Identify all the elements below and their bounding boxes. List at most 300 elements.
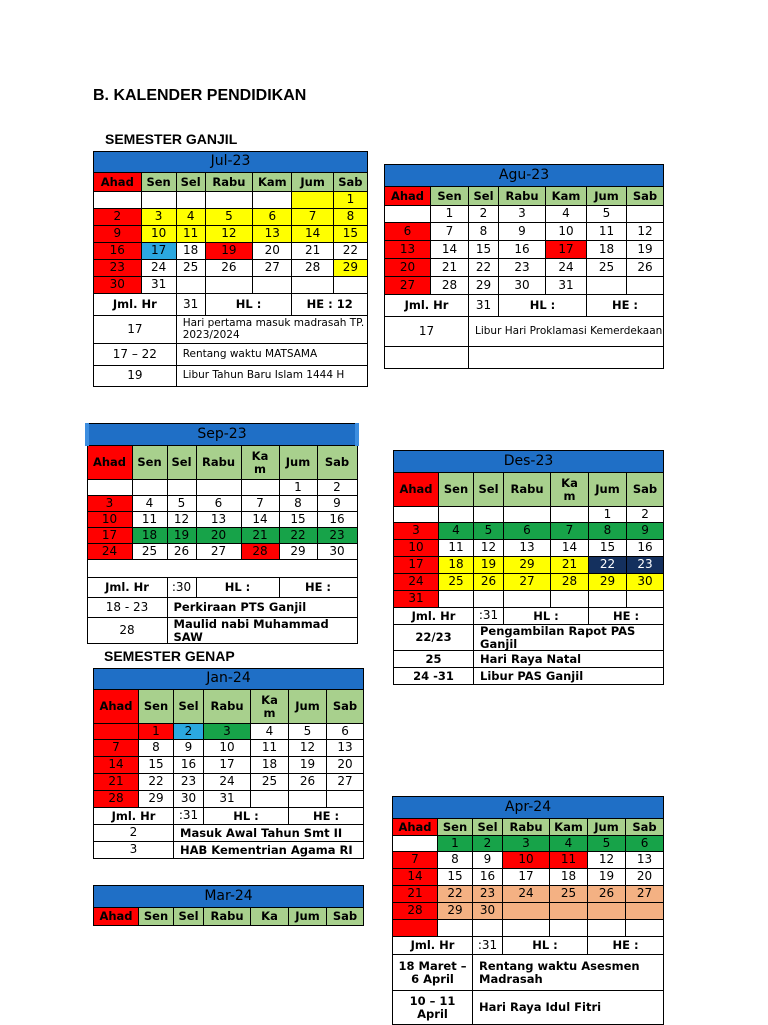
note-date: 17 – 22	[94, 344, 177, 366]
date-cell: 19	[167, 528, 196, 544]
date-cell: 27	[385, 277, 431, 295]
date-cell: 18	[176, 243, 205, 260]
date-cell: 27	[626, 886, 664, 903]
date-cell	[627, 206, 664, 223]
date-cell	[439, 507, 474, 523]
date-cell: 4	[439, 523, 474, 540]
date-cell: 20	[327, 757, 364, 774]
date-cell	[587, 277, 627, 295]
hl-label: HL :	[204, 808, 289, 825]
day-header: Ahad	[385, 187, 431, 206]
hl-label: HL :	[205, 294, 292, 316]
note-text: HAB Kementrian Agama RI	[174, 842, 364, 859]
he-label: HE :	[588, 937, 664, 955]
calendar-des-23	[393, 450, 664, 685]
date-cell: 12	[588, 852, 626, 869]
date-cell: 13	[253, 226, 292, 243]
note-text	[469, 347, 664, 369]
day-header: Sel	[167, 446, 196, 480]
date-cell: 13	[196, 512, 241, 528]
date-cell: 23	[499, 259, 546, 277]
day-header: Ahad	[94, 690, 139, 724]
date-cell: 5	[205, 209, 253, 226]
date-cell: 2	[94, 209, 142, 226]
date-cell: 2	[469, 206, 499, 223]
date-cell: 26	[289, 774, 327, 791]
date-cell	[94, 192, 142, 209]
calendar-jan-24	[93, 668, 364, 859]
note-date: 2	[94, 825, 174, 842]
note-date: 25	[394, 651, 474, 668]
date-cell: 8	[589, 523, 627, 540]
day-header: Sel	[174, 908, 204, 926]
date-cell: 14	[393, 869, 438, 886]
date-cell: 22	[139, 774, 174, 791]
month-title: Des-23	[394, 451, 664, 473]
date-cell: 20	[626, 869, 664, 886]
day-header: Rabu	[499, 187, 546, 206]
date-cell	[176, 277, 205, 294]
date-cell: 29	[504, 557, 551, 574]
note-text: Maulid nabi Muhammad SAW	[167, 618, 357, 644]
day-header: Sab	[626, 819, 664, 836]
date-cell: 30	[473, 903, 503, 920]
he-label: HE :	[589, 608, 664, 625]
date-cell	[626, 903, 664, 920]
note-text: Hari pertama masuk madrasah TP. 2023/2024	[176, 316, 367, 344]
note-text: Pengambilan Rapot PAS Ganjil	[474, 625, 664, 651]
date-cell	[333, 277, 367, 294]
date-cell: 21	[551, 557, 589, 574]
note-date: 10 – 11 April	[393, 991, 473, 1025]
date-cell: 10	[503, 852, 550, 869]
day-header: Sen	[132, 446, 167, 480]
date-cell	[251, 791, 289, 808]
date-cell: 23	[473, 886, 503, 903]
date-cell	[504, 591, 551, 608]
month-title: Sep-23	[87, 424, 357, 446]
date-cell: 16	[499, 241, 546, 259]
date-cell: 26	[474, 574, 504, 591]
date-cell: 17	[394, 557, 439, 574]
calendar-sep-23	[85, 423, 359, 644]
date-cell: 4	[132, 496, 167, 512]
date-cell: 12	[167, 512, 196, 528]
date-cell: 11	[251, 740, 289, 757]
day-header: Jum	[289, 908, 327, 926]
date-cell: 12	[627, 223, 664, 241]
date-cell: 15	[438, 869, 473, 886]
note-text: Libur Hari Proklamasi Kemerdekaan	[469, 317, 664, 347]
date-cell: 2	[627, 507, 664, 523]
date-cell	[241, 480, 279, 496]
date-cell: 8	[333, 209, 367, 226]
month-title: Agu-23	[385, 165, 664, 187]
date-cell: 21	[292, 243, 333, 260]
jml-hr-label: Jml. Hr	[94, 808, 174, 825]
date-cell: 27	[196, 544, 241, 560]
note-date: 24 -31	[394, 668, 474, 685]
date-cell: 5	[474, 523, 504, 540]
note-date: 17	[385, 317, 469, 347]
day-header: Rabu	[504, 473, 551, 507]
month-title: Jan-24	[94, 669, 364, 690]
note-text: Libur PAS Ganjil	[474, 668, 664, 685]
date-cell: 25	[176, 260, 205, 277]
day-header: Sab	[327, 690, 364, 724]
date-cell: 17	[503, 869, 550, 886]
date-cell: 6	[385, 223, 431, 241]
jml-hr-value: :30	[167, 578, 196, 598]
date-cell	[474, 591, 504, 608]
date-cell: 20	[385, 259, 431, 277]
date-cell: 11	[550, 852, 588, 869]
date-cell: 11	[176, 226, 205, 243]
note-text: Perkiraan PTS Ganjil	[167, 598, 357, 618]
date-cell: 15	[589, 540, 627, 557]
date-cell: 6	[253, 209, 292, 226]
date-cell: 8	[438, 852, 473, 869]
date-cell: 25	[251, 774, 289, 791]
date-cell	[393, 836, 438, 852]
day-header: Kam	[546, 187, 587, 206]
date-cell: 16	[174, 757, 204, 774]
date-cell: 1	[333, 192, 367, 209]
date-cell	[504, 507, 551, 523]
date-cell: 22	[589, 557, 627, 574]
note-date: 22/23	[394, 625, 474, 651]
date-cell: 1	[139, 724, 174, 740]
date-cell: 18	[587, 241, 627, 259]
date-cell: 9	[317, 496, 357, 512]
date-cell: 7	[241, 496, 279, 512]
date-cell: 31	[394, 591, 439, 608]
date-cell: 3	[394, 523, 439, 540]
jml-hr-label: Jml. Hr	[94, 294, 177, 316]
calendar-mar-24	[93, 885, 364, 926]
day-header: Rabu	[205, 173, 253, 192]
date-cell: 18	[550, 869, 588, 886]
date-cell: 5	[167, 496, 196, 512]
note-date: 3	[94, 842, 174, 859]
date-cell: 30	[317, 544, 357, 560]
date-cell: 28	[431, 277, 469, 295]
date-cell: 20	[253, 243, 292, 260]
date-cell	[205, 277, 253, 294]
date-cell	[205, 192, 253, 209]
date-cell	[393, 920, 438, 937]
date-cell: 30	[174, 791, 204, 808]
he-label: HE :	[587, 295, 664, 317]
day-header: Sen	[139, 908, 174, 926]
jml-hr-value: :31	[174, 808, 204, 825]
date-cell: 9	[499, 223, 546, 241]
date-cell: 1	[438, 836, 473, 852]
date-cell	[327, 791, 364, 808]
date-cell: 3	[499, 206, 546, 223]
note-text: Libur Tahun Baru Islam 1444 H	[176, 366, 367, 387]
date-cell	[473, 920, 503, 937]
date-cell: 23	[174, 774, 204, 791]
jml-hr-label: Jml. Hr	[394, 608, 474, 625]
date-cell	[292, 192, 333, 209]
hl-label: HL :	[196, 578, 279, 598]
date-cell: 17	[204, 757, 251, 774]
jml-hr-label: Jml. Hr	[385, 295, 469, 317]
date-cell: 7	[94, 740, 139, 757]
date-cell: 22	[333, 243, 367, 260]
date-cell: 7	[551, 523, 589, 540]
date-cell: 30	[94, 277, 142, 294]
date-cell: 10	[141, 226, 176, 243]
note-date: 18 Maret – 6 April	[393, 955, 473, 991]
date-cell	[394, 507, 439, 523]
date-cell: 28	[393, 903, 438, 920]
date-cell: 22	[438, 886, 473, 903]
jml-hr-label: Jml. Hr	[87, 578, 167, 598]
date-cell	[253, 192, 292, 209]
date-cell: 16	[627, 540, 664, 557]
date-cell: 11	[132, 512, 167, 528]
date-cell: 28	[94, 791, 139, 808]
date-cell: 25	[439, 574, 474, 591]
date-cell: 21	[241, 528, 279, 544]
date-cell: 6	[626, 836, 664, 852]
note-text: Hari Raya Natal	[474, 651, 664, 668]
day-header: Sen	[438, 819, 473, 836]
day-header: Sab	[333, 173, 367, 192]
date-cell: 18	[439, 557, 474, 574]
date-cell	[474, 507, 504, 523]
jml-hr-value: :31	[474, 608, 504, 625]
date-cell: 8	[279, 496, 317, 512]
date-cell	[589, 591, 627, 608]
date-cell: 30	[627, 574, 664, 591]
date-cell: 23	[94, 260, 142, 277]
date-cell: 17	[141, 243, 176, 260]
date-cell	[292, 277, 333, 294]
date-cell: 31	[204, 791, 251, 808]
date-cell: 19	[289, 757, 327, 774]
date-cell: 13	[504, 540, 551, 557]
date-cell: 26	[205, 260, 253, 277]
day-header: Sen	[431, 187, 469, 206]
date-cell: 4	[550, 836, 588, 852]
date-cell: 14	[94, 757, 139, 774]
note-date	[385, 347, 469, 369]
date-cell: 26	[588, 886, 626, 903]
date-cell: 20	[196, 528, 241, 544]
date-cell	[94, 724, 139, 740]
date-cell: 11	[587, 223, 627, 241]
date-cell: 4	[176, 209, 205, 226]
date-cell: 31	[141, 277, 176, 294]
date-cell: 17	[87, 528, 132, 544]
date-cell: 27	[327, 774, 364, 791]
jml-hr-value: 31	[469, 295, 499, 317]
date-cell: 19	[588, 869, 626, 886]
date-cell: 14	[431, 241, 469, 259]
day-header: Ahad	[393, 819, 438, 836]
date-cell: 30	[499, 277, 546, 295]
note-text: Rentang waktu Asesmen Madrasah	[473, 955, 664, 991]
day-header: Jum	[289, 690, 327, 724]
date-cell: 21	[94, 774, 139, 791]
date-cell: 28	[292, 260, 333, 277]
hl-label: HL :	[503, 937, 588, 955]
date-cell: 9	[627, 523, 664, 540]
date-cell: 8	[469, 223, 499, 241]
date-cell: 14	[551, 540, 589, 557]
note-date: 18 - 23	[87, 598, 167, 618]
jml-hr-value: :31	[473, 937, 503, 955]
date-cell: 24	[204, 774, 251, 791]
date-cell	[289, 791, 327, 808]
day-header: Ahad	[94, 908, 139, 926]
date-cell: 29	[438, 903, 473, 920]
note-text: Rentang waktu MATSAMA	[176, 344, 367, 366]
day-header: Sab	[627, 187, 664, 206]
date-cell: 5	[588, 836, 626, 852]
day-header: Ahad	[87, 446, 132, 480]
date-cell: 9	[473, 852, 503, 869]
date-cell: 22	[279, 528, 317, 544]
blank-row	[87, 560, 357, 578]
he-label: HE : 12	[292, 294, 368, 316]
date-cell: 29	[333, 260, 367, 277]
date-cell: 27	[504, 574, 551, 591]
date-cell	[627, 277, 664, 295]
date-cell: 12	[289, 740, 327, 757]
day-header: Ka	[251, 908, 289, 926]
date-cell: 26	[627, 259, 664, 277]
date-cell: 7	[431, 223, 469, 241]
date-cell	[550, 903, 588, 920]
hl-label: HL :	[499, 295, 587, 317]
date-cell: 18	[251, 757, 289, 774]
date-cell: 24	[546, 259, 587, 277]
date-cell: 15	[139, 757, 174, 774]
day-header: Jum	[292, 173, 333, 192]
date-cell: 3	[141, 209, 176, 226]
calendar-agu-23	[384, 164, 664, 369]
date-cell: 15	[469, 241, 499, 259]
day-header: Jum	[279, 446, 317, 480]
date-cell: 16	[317, 512, 357, 528]
month-title: Mar-24	[94, 886, 364, 908]
date-cell	[627, 591, 664, 608]
semester-genap-heading: SEMESTER GENAP	[104, 648, 235, 664]
note-date: 19	[94, 366, 177, 387]
date-cell: 21	[393, 886, 438, 903]
he-label: HE :	[289, 808, 364, 825]
day-header: Sen	[139, 690, 174, 724]
note-date: 17	[94, 316, 177, 344]
date-cell: 10	[546, 223, 587, 241]
day-header: Rabu	[204, 690, 251, 724]
day-header: Ahad	[394, 473, 439, 507]
day-header: Sel	[474, 473, 504, 507]
date-cell: 10	[394, 540, 439, 557]
day-header: Ka m	[241, 446, 279, 480]
day-header: Kam	[253, 173, 292, 192]
date-cell: 29	[279, 544, 317, 560]
date-cell	[438, 920, 473, 937]
day-header: Ka m	[251, 690, 289, 724]
date-cell	[588, 903, 626, 920]
date-cell: 24	[87, 544, 132, 560]
date-cell: 2	[317, 480, 357, 496]
date-cell: 27	[253, 260, 292, 277]
date-cell: 4	[546, 206, 587, 223]
jml-hr-label: Jml. Hr	[393, 937, 473, 955]
date-cell: 17	[546, 241, 587, 259]
date-cell: 13	[327, 740, 364, 757]
date-cell: 10	[87, 512, 132, 528]
day-header: Ahad	[94, 173, 142, 192]
day-header: Ka m	[551, 473, 589, 507]
date-cell: 24	[141, 260, 176, 277]
date-cell: 7	[393, 852, 438, 869]
date-cell: 22	[469, 259, 499, 277]
day-header: Sel	[176, 173, 205, 192]
date-cell: 9	[174, 740, 204, 757]
date-cell	[253, 277, 292, 294]
day-header: Sab	[627, 473, 664, 507]
date-cell: 3	[503, 836, 550, 852]
day-header: Sel	[469, 187, 499, 206]
he-label: HE :	[279, 578, 357, 598]
date-cell: 8	[139, 740, 174, 757]
date-cell	[176, 192, 205, 209]
date-cell: 28	[551, 574, 589, 591]
date-cell: 7	[292, 209, 333, 226]
day-header: Sel	[174, 690, 204, 724]
date-cell: 11	[439, 540, 474, 557]
date-cell	[87, 480, 132, 496]
date-cell	[439, 591, 474, 608]
date-cell: 29	[589, 574, 627, 591]
date-cell: 21	[431, 259, 469, 277]
day-header: Rabu	[204, 908, 251, 926]
date-cell	[550, 920, 588, 937]
date-cell: 6	[196, 496, 241, 512]
date-cell: 25	[132, 544, 167, 560]
date-cell	[626, 920, 664, 937]
month-title: Apr-24	[393, 797, 664, 819]
date-cell: 19	[627, 241, 664, 259]
date-cell: 10	[204, 740, 251, 757]
semester-ganjil-heading: SEMESTER GANJIL	[105, 131, 238, 147]
date-cell: 26	[167, 544, 196, 560]
date-cell: 14	[292, 226, 333, 243]
date-cell: 19	[474, 557, 504, 574]
date-cell: 6	[504, 523, 551, 540]
date-cell: 25	[550, 886, 588, 903]
calendar-apr-24	[392, 796, 664, 1025]
date-cell: 2	[174, 724, 204, 740]
date-cell: 29	[139, 791, 174, 808]
date-cell: 5	[587, 206, 627, 223]
day-header: Jum	[589, 473, 627, 507]
date-cell: 23	[627, 557, 664, 574]
date-cell	[551, 591, 589, 608]
date-cell: 1	[431, 206, 469, 223]
day-header: Sab	[317, 446, 357, 480]
date-cell	[503, 903, 550, 920]
date-cell: 15	[333, 226, 367, 243]
day-header: Sen	[439, 473, 474, 507]
